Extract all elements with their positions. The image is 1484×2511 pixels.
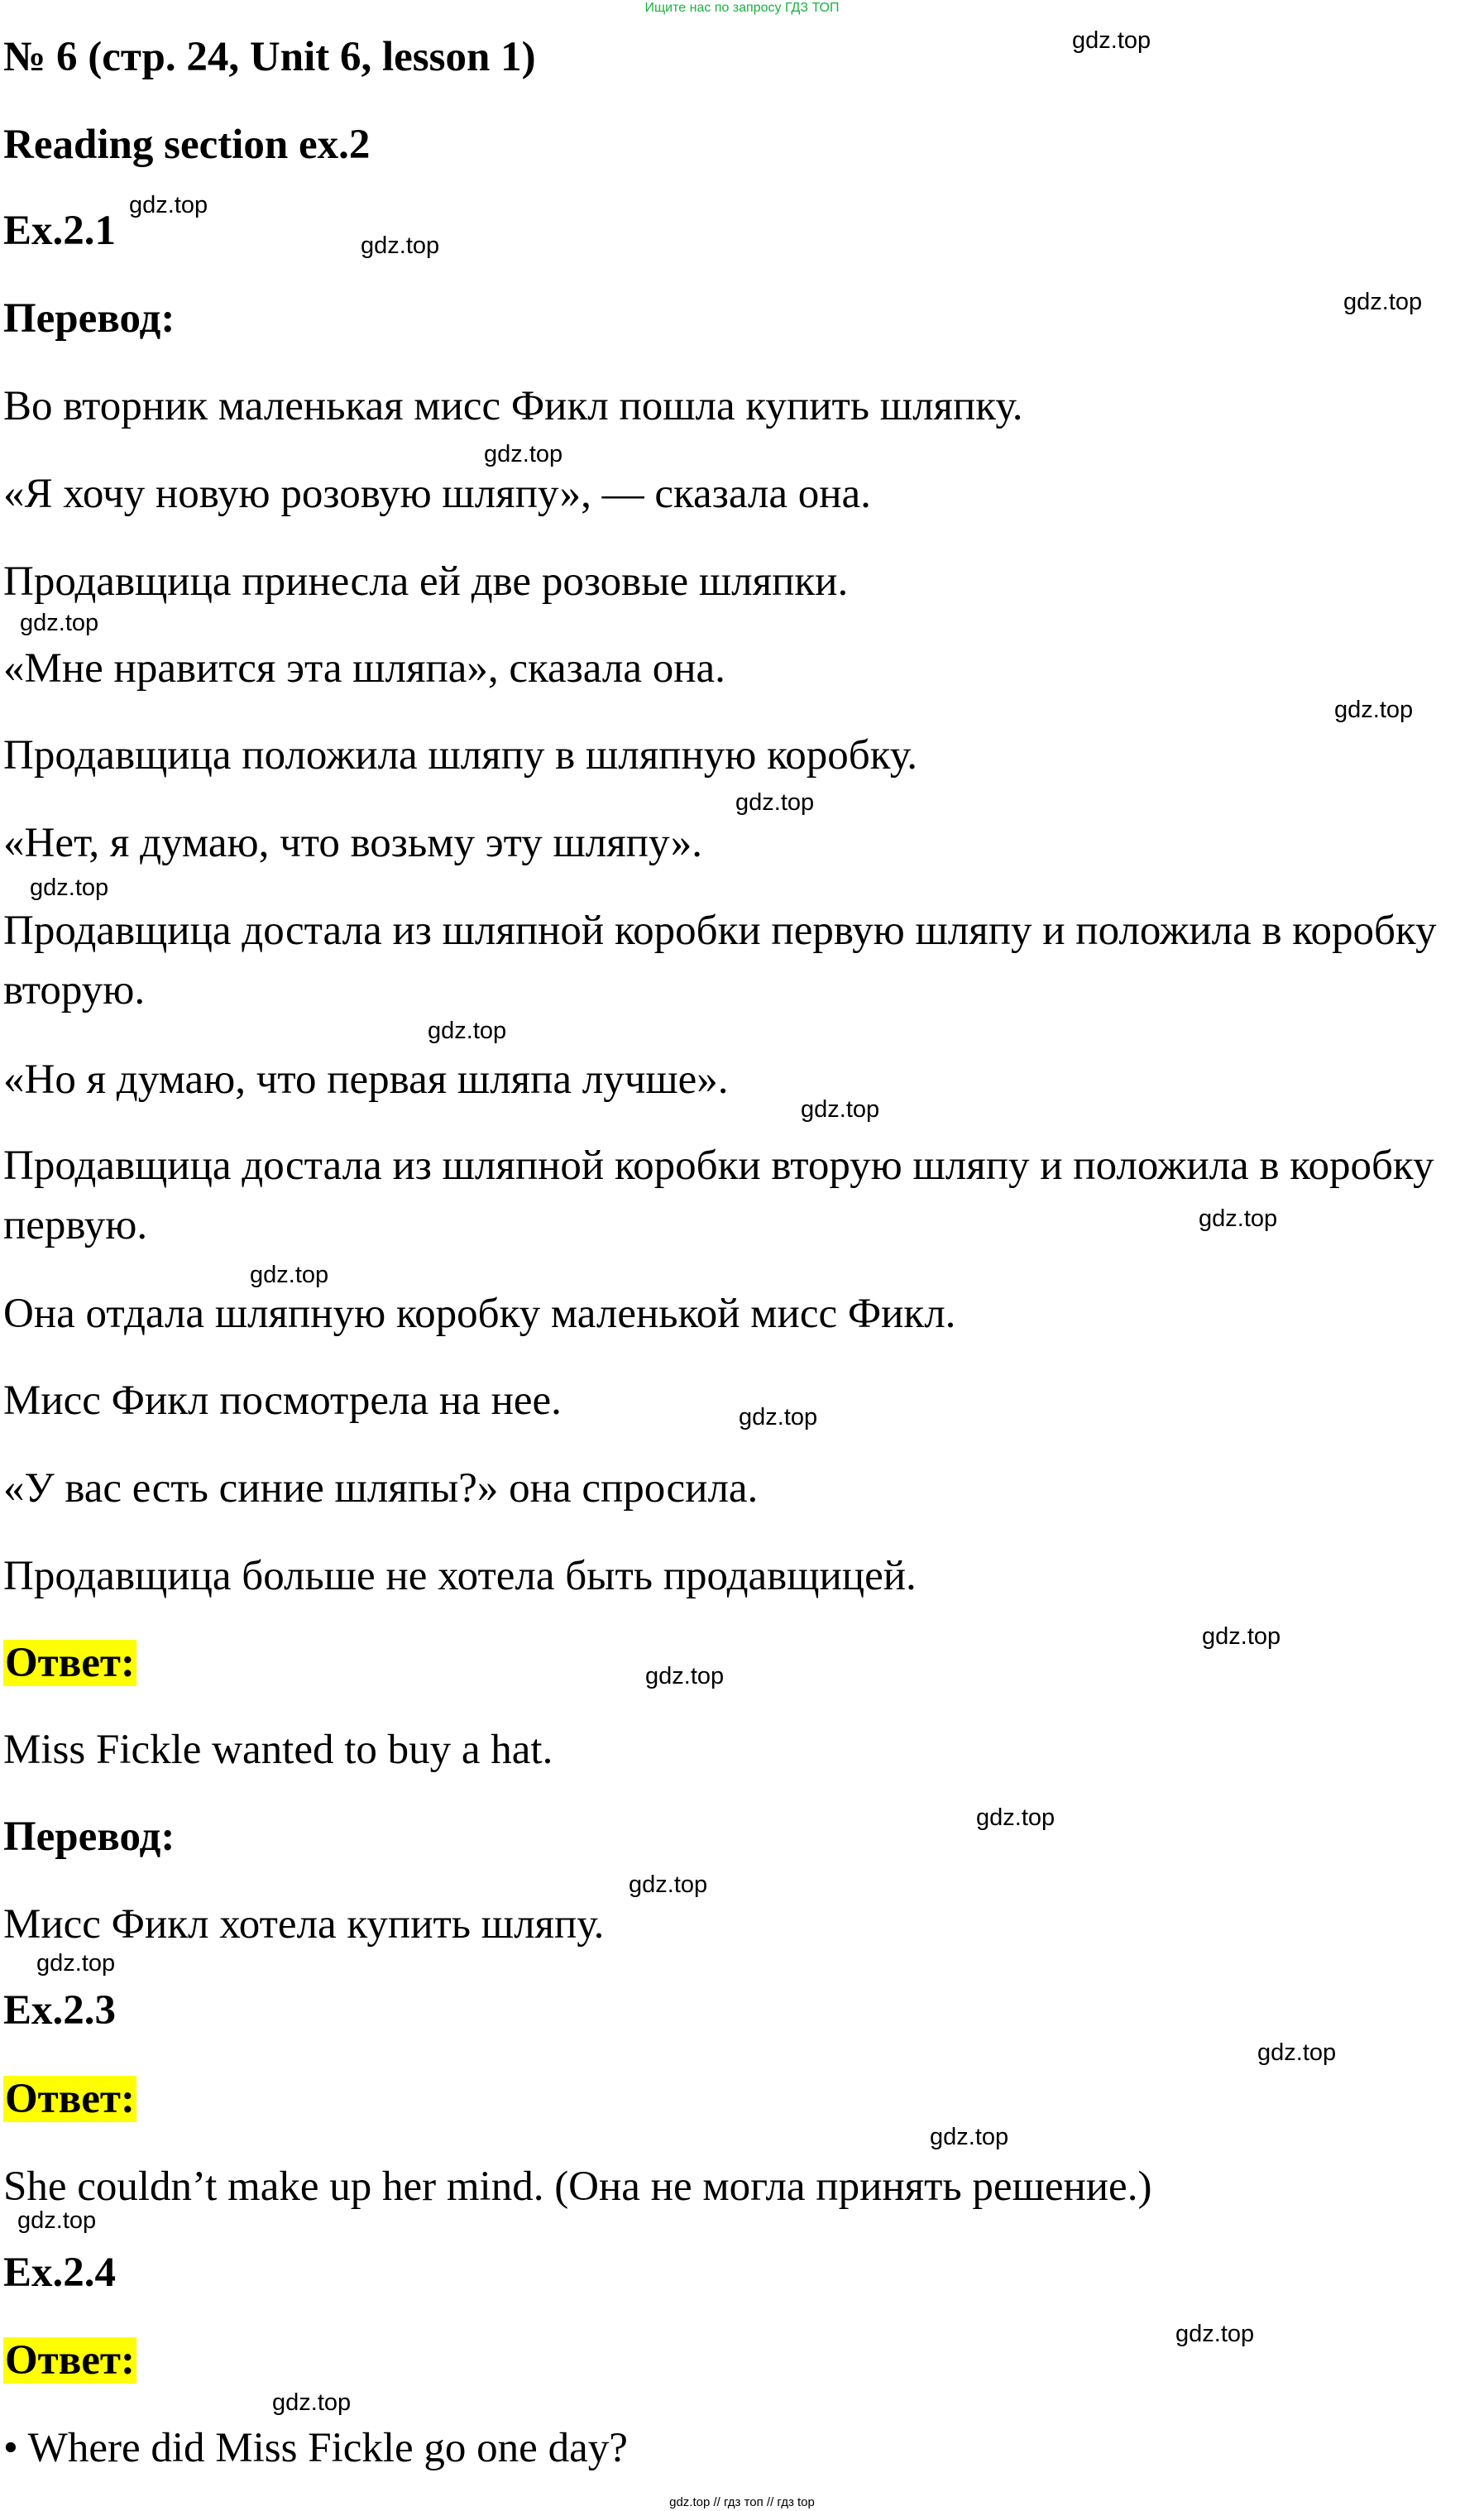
exercise-2-3-heading: Ex.2.3 [3,1987,117,2034]
section-heading: Reading section ex.2 [3,122,371,168]
top-banner: Ищите нас по запросу ГДЗ ТОП [644,1,840,15]
story-line: Продавщица больше не хотела быть продавщицей. [3,1553,917,1599]
watermark: gdz.top [428,1018,507,1044]
watermark: gdz.top [272,2389,352,2416]
translation-label: Перевод: [3,295,175,342]
watermark: gdz.top [484,441,563,467]
story-line: Она отдала шляпную коробку маленькой мисс Фикл. [3,1291,956,1337]
watermark: gdz.top [1175,2321,1255,2347]
story-line: Продавщица принесла ей две розовые шляпки. [3,558,849,605]
watermark: gdz.top [930,2124,1009,2150]
footer: gdz.top // гдз топ // гдз top [669,2495,815,2509]
story-line: «Мне нравится эта шляпа», сказала она. [3,645,725,692]
answer-text: • Where did Miss Fickle go one day? [3,2425,628,2471]
watermark: gdz.top [1343,289,1423,315]
watermark: gdz.top [976,1804,1056,1831]
watermark: gdz.top [17,2207,97,2234]
story-line: «У вас есть синие шляпы?» она спросила. [3,1465,759,1512]
watermark: gdz.top [20,610,99,636]
story-line: Продавщица достала из шляпной коробки первую шляпу и положила в коробку вторую. [3,908,1437,1014]
answer-highlight: Ответ: [5,2337,135,2384]
watermark: gdz.top [735,789,815,816]
watermark: gdz.top [739,1404,818,1430]
answer-label [3,1637,136,1689]
watermark: gdz.top [1257,2039,1337,2066]
watermark: gdz.top [1072,27,1151,54]
watermark: gdz.top [645,1663,725,1689]
story-line: «Я хочу новую розовую шляпу», — сказала она. [3,471,871,517]
watermark: gdz.top [361,232,440,259]
exercise-2-1-heading: Ex.2.1 [3,208,117,254]
watermark: gdz.top [1199,1205,1278,1232]
watermark: gdz.top [30,875,109,901]
answer-text: Miss Fickle wanted to buy a hat. [3,1727,553,1773]
story-line: Продавщица положила шляпу в шляпную коробку. [3,732,917,779]
story-line: «Нет, я думаю, что возьму эту шляпу». [3,820,702,866]
answer-label [3,2073,136,2125]
answer-label [3,2335,136,2386]
answer-highlight: Ответ: [5,1640,135,1686]
story-line: «Но я думаю, что первая шляпа лучше». [3,1057,729,1103]
story-line: Продавщица достала из шляпной коробки вторую шляпу и положила в коробку первую. [3,1143,1434,1248]
page-title: № 6 (стр. 24, Unit 6, lesson 1) [3,34,536,80]
watermark: gdz.top [629,1871,708,1898]
answer-highlight: Ответ: [5,2076,135,2122]
story-line: Во вторник маленькая мисс Фикл пошла купить шляпку. [3,383,1023,429]
translation-label: Перевод: [3,1814,175,1860]
watermark: gdz.top [129,192,208,218]
answer-text: She couldn’t make up her mind. (Она не могла принять решение.) [3,2164,1152,2210]
translation-text: Мисс Фикл хотела купить шляпу. [3,1901,605,1948]
watermark: gdz.top [250,1262,329,1288]
exercise-2-4-heading: Ex.2.4 [3,2250,117,2296]
watermark: gdz.top [1202,1623,1281,1650]
story-line: Мисс Фикл посмотрела на нее. [3,1378,562,1424]
watermark: gdz.top [1334,697,1414,723]
watermark: gdz.top [801,1096,880,1123]
watermark: gdz.top [36,1950,116,1977]
